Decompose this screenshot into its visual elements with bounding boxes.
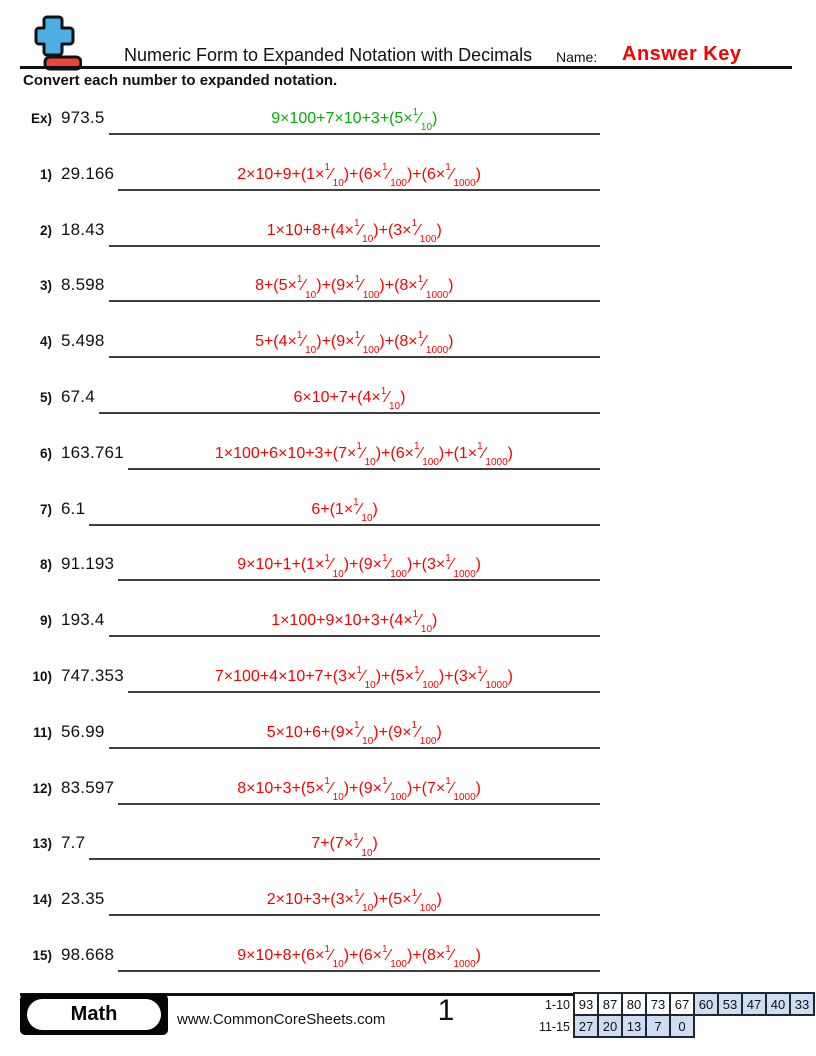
- problem-value: 83.597: [61, 777, 115, 797]
- subject-badge: [20, 994, 168, 1035]
- answer-text: $1\times 10+8+(4\times^1⁄_{10})+(3\times^1⁄_{100})$: [266, 218, 442, 245]
- score-row: [526, 1016, 815, 1038]
- score-cell: 13: [621, 1014, 647, 1038]
- score-cell: 27: [573, 1014, 599, 1038]
- problem-number: Ex): [30, 111, 52, 126]
- answer-line: [118, 943, 600, 972]
- problem-number: 5): [39, 389, 52, 405]
- problem-value: 67.4: [61, 386, 95, 406]
- problem-row: [0, 434, 600, 490]
- problem-value: 193.4: [61, 610, 105, 630]
- answer-line: [109, 274, 600, 302]
- answer-text: $9\times 100+7\times 10+3+(5\times^1⁄_{10})$: [271, 106, 438, 134]
- problem-number: 13): [32, 836, 52, 852]
- problem-row: [0, 155, 600, 211]
- answer-line: [118, 553, 600, 581]
- score-cell: 80: [621, 992, 647, 1016]
- problem-row: [0, 490, 600, 546]
- answer-text: $6+(1\times^1⁄_{10})$: [311, 497, 378, 524]
- score-cell: 40: [765, 992, 791, 1016]
- website-link[interactable]: www.CommonCoreSheets.com: [177, 1011, 386, 1028]
- answer-text: $2\times 10+3+(3\times^1⁄_{10})+(5\times^1⁄_{100})$: [266, 887, 442, 915]
- problem-number: 7): [39, 501, 52, 517]
- answer-line: [89, 832, 600, 860]
- answer-line: [109, 720, 600, 749]
- problem-number: 11): [33, 724, 52, 740]
- problem-list: [0, 99, 600, 992]
- problem-number: 2): [39, 222, 52, 238]
- score-cell: 87: [597, 992, 623, 1016]
- problem-number: 14): [32, 892, 52, 908]
- answer-text: $9\times 10+8+(6\times^1⁄_{10})+(6\times^1⁄_{100})+(8\times^1⁄_{1000})$: [237, 943, 481, 971]
- problem-row: [0, 266, 600, 322]
- score-row: [526, 994, 815, 1016]
- problem-row: [0, 99, 600, 155]
- answer-text: $2\times 10+9+(1\times^1⁄_{10})+(6\times^1⁄_{100})+(6\times^1⁄_{1000})$: [237, 162, 481, 189]
- problem-row: [0, 211, 600, 267]
- problem-number: 15): [32, 947, 52, 963]
- answer-key-text: Answer Key: [622, 43, 742, 65]
- problem-value: 23.35: [61, 889, 105, 909]
- problem-number: 3): [39, 278, 52, 294]
- answer-text: $5+(4\times^1⁄_{10})+(9\times^1⁄_{100})+(8\times^1⁄_{1000})$: [255, 329, 454, 357]
- answer-line: [89, 497, 600, 526]
- score-cell: 33: [789, 992, 815, 1016]
- problem-number: 6): [39, 445, 52, 461]
- answer-text: $1\times 100+9\times 10+3+(4\times^1⁄_{10})$: [271, 608, 438, 636]
- answer-text: $7\times 100+4\times 10+7+(3\times^1⁄_{10})+(5\times^1⁄_{100})+(3\times^1⁄_{1000})$: [214, 664, 513, 692]
- problem-value: 8.598: [61, 275, 105, 295]
- answer-text: $9\times 10+1+(1\times^1⁄_{10})+(9\times^1⁄_{100})+(3\times^1⁄_{1000})$: [237, 553, 481, 580]
- score-cell: 7: [645, 1014, 671, 1038]
- problem-row: [0, 657, 600, 713]
- problem-row: [0, 824, 600, 880]
- problem-row: [0, 601, 600, 657]
- problem-value: 29.166: [61, 163, 115, 183]
- problem-row: [0, 936, 600, 992]
- score-table: [526, 994, 815, 1038]
- answer-line: [99, 385, 600, 414]
- score-range-label: 11-15: [538, 1020, 570, 1034]
- problem-value: 6.1: [61, 498, 86, 518]
- problem-row: [0, 545, 600, 601]
- problem-value: 5.498: [61, 331, 105, 351]
- instruction-text: Convert each number to expanded notation.: [23, 72, 338, 89]
- problem-row: [0, 880, 600, 936]
- answer-line: [118, 162, 600, 191]
- problem-value: 747.353: [61, 665, 124, 685]
- problem-number: 12): [32, 780, 52, 796]
- answer-line: [109, 218, 600, 247]
- worksheet-title: Numeric Form to Expanded Notation with Decimals: [124, 45, 533, 65]
- problem-number: 9): [39, 613, 52, 629]
- answer-text: $7+(7\times^1⁄_{10})$: [311, 832, 378, 859]
- score-range-label: 1-10: [544, 998, 570, 1012]
- plus-icon: [36, 17, 73, 55]
- score-cell: 93: [573, 992, 599, 1016]
- score-cell: 0: [669, 1014, 695, 1038]
- score-cell: 20: [597, 1014, 623, 1038]
- problem-value: 91.193: [61, 554, 115, 574]
- score-cell: 53: [717, 992, 743, 1016]
- header-divider: [20, 66, 792, 69]
- answer-text: $8+(5\times^1⁄_{10})+(9\times^1⁄_{100})+(8\times^1⁄_{1000})$: [255, 274, 454, 301]
- name-label: Name:: [556, 49, 598, 65]
- problem-value: 973.5: [61, 108, 105, 127]
- answer-line: [128, 441, 600, 470]
- problem-number: 10): [32, 668, 52, 684]
- problem-number: 1): [39, 166, 52, 182]
- problem-row: [0, 378, 600, 434]
- answer-line: [109, 329, 600, 358]
- answer-line: [109, 106, 600, 135]
- answer-line: [109, 887, 600, 916]
- problem-value: 56.99: [61, 721, 105, 741]
- problem-row: [0, 769, 600, 825]
- problem-row: [0, 322, 600, 378]
- score-cell: 47: [741, 992, 767, 1016]
- answer-line: [128, 664, 600, 693]
- problem-value: 7.7: [61, 833, 86, 853]
- score-cell: 60: [693, 992, 719, 1016]
- score-cell: 73: [645, 992, 671, 1016]
- problem-number: 4): [39, 334, 52, 350]
- problem-number: 8): [39, 557, 52, 573]
- problem-value: 98.668: [61, 944, 115, 964]
- answer-line: [118, 776, 600, 805]
- score-cell: 67: [669, 992, 695, 1016]
- answer-text: $8\times 10+3+(5\times^1⁄_{10})+(9\times^1⁄_{100})+(7\times^1⁄_{1000})$: [237, 776, 481, 803]
- problem-value: 163.761: [61, 442, 124, 462]
- subject-badge-label: Math: [27, 999, 161, 1030]
- problem-row: [0, 713, 600, 769]
- problem-value: 18.43: [61, 219, 105, 239]
- answer-line: [109, 608, 600, 637]
- answer-text: $1\times 100+6\times 10+3+(7\times^1⁄_{10})+(6\times^1⁄_{100})+(1\times^1⁄_{1000})$: [214, 441, 513, 468]
- page-number: 1: [437, 994, 455, 1027]
- answer-text: $6\times 10+7+(4\times^1⁄_{10})$: [293, 385, 406, 413]
- answer-text: $5\times 10+6+(9\times^1⁄_{10})+(9\times^1⁄_{100})$: [266, 720, 442, 747]
